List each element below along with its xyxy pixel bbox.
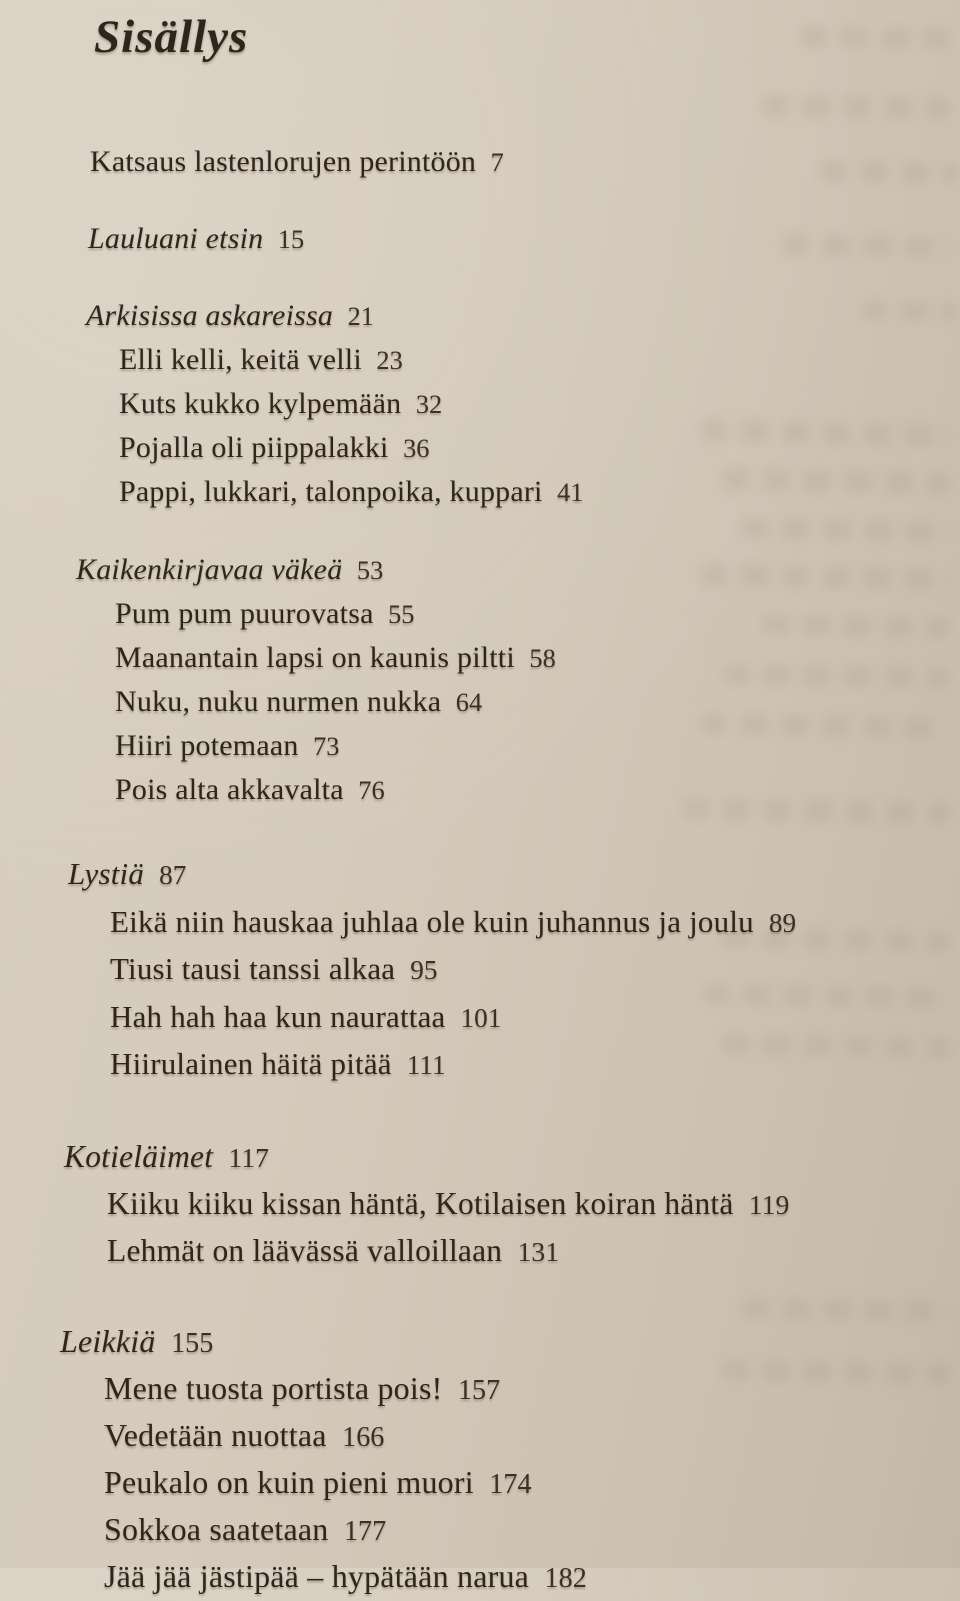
page-number: 23 (376, 345, 403, 375)
toc-entry-label: Jää jää jästipää – hypätään narua (104, 1557, 530, 1594)
toc-entry (110, 946, 960, 994)
toc-heading (64, 1134, 960, 1181)
toc-entry (119, 338, 960, 382)
page-number: 58 (529, 643, 556, 673)
toc-entry-label: Sokkoa saatetaan (104, 1510, 329, 1547)
toc-heading-label: Lystiä (68, 856, 145, 891)
toc-entry-label: Pojalla oli piippalakki (119, 431, 389, 464)
toc-entry-label: Pum pum puurovatsa (115, 597, 374, 630)
toc-entry (115, 680, 960, 724)
toc-heading-label: Kaikenkirjavaa väkeä (76, 553, 343, 586)
page-number: 119 (748, 1188, 790, 1220)
page-title: Sisällys (94, 11, 249, 63)
page-number: 7 (490, 147, 504, 177)
toc-section (86, 294, 960, 514)
toc-entry (115, 636, 960, 680)
toc-entry (115, 724, 960, 768)
toc-heading-label: Leikkiä (60, 1322, 156, 1359)
toc-entry-label: Vedetään nuottaa (104, 1416, 327, 1453)
table-of-contents (0, 140, 960, 1601)
toc-section (76, 548, 960, 812)
toc-entry (110, 1041, 960, 1089)
toc-entry-label: Lehmät on läävässä valloillaan (107, 1232, 503, 1268)
page-number: 155 (171, 1327, 214, 1359)
toc-heading-label: Katsaus lastenlorujen perintöön (90, 145, 477, 178)
toc-entry (110, 994, 960, 1042)
toc-entry (104, 1366, 960, 1413)
page-number: 182 (544, 1562, 587, 1594)
toc-section (90, 140, 960, 184)
page-number: 101 (460, 1002, 502, 1033)
toc-entry (110, 899, 960, 947)
page-number: 76 (358, 775, 385, 805)
toc-entry-label: Hiiri potemaan (115, 729, 299, 762)
page-number: 117 (228, 1141, 269, 1173)
toc-entry (115, 592, 960, 636)
toc-heading (90, 140, 960, 184)
toc-entry-label: Eikä niin hauskaa juhlaa ole kuin juhannus ja joulu (110, 903, 754, 939)
page-number: 32 (415, 389, 443, 419)
toc-heading (86, 294, 960, 338)
page-number: 174 (489, 1468, 532, 1500)
toc-section (64, 1134, 960, 1275)
page-number: 15 (277, 224, 305, 254)
page-number: 95 (410, 955, 438, 985)
page-number: 36 (403, 433, 430, 463)
page-number: 87 (159, 860, 187, 890)
toc-heading (76, 548, 960, 592)
page-number: 111 (406, 1050, 446, 1080)
toc-heading-label: Arkisissa askareissa (86, 299, 334, 332)
toc-entry-label: Hiirulainen häitä pitää (110, 1046, 392, 1081)
toc-entry-label: Peukalo on kuin pieni muori (104, 1463, 474, 1500)
toc-entry (119, 426, 960, 470)
page-number: 131 (517, 1235, 560, 1267)
toc-entry (107, 1228, 960, 1275)
page-number: 177 (343, 1515, 387, 1547)
page-number: 64 (455, 687, 483, 717)
toc-entry-label: Pois alta akkavalta (115, 773, 344, 806)
toc-entry-label: Kiiku kiiku kissan häntä, Kotilaisen koiran häntä (107, 1185, 734, 1221)
page-number: 55 (388, 599, 415, 629)
page-number: 73 (313, 731, 340, 761)
toc-entry-label: Kuts kukko kylpemään (119, 387, 402, 420)
page-number: 166 (342, 1421, 385, 1453)
toc-section (68, 851, 960, 1089)
toc-heading-label: Kotieläimet (64, 1138, 214, 1174)
page-number: 157 (457, 1374, 501, 1406)
toc-entry-label: Mene tuosta portista pois! (104, 1369, 443, 1406)
toc-entry (107, 1181, 960, 1228)
toc-entry-label: Nuku, nuku nurmen nukka (115, 685, 442, 718)
toc-entry-label: Hah hah haa kun naurattaa (110, 998, 446, 1034)
toc-entry (104, 1554, 960, 1601)
toc-section (88, 217, 960, 261)
page-number: 53 (356, 555, 384, 585)
toc-heading (68, 851, 960, 899)
toc-entry (104, 1507, 960, 1554)
toc-entry-label: Tiusi tausi tanssi alkaa (110, 951, 396, 986)
toc-entry (104, 1413, 960, 1460)
page-number: 21 (347, 301, 374, 331)
toc-entry (104, 1460, 960, 1507)
toc-section (60, 1319, 960, 1601)
toc-entry (119, 470, 960, 514)
page-number: 41 (557, 477, 584, 507)
toc-entry-label: Pappi, lukkari, talonpoika, kuppari (119, 475, 543, 508)
toc-heading (60, 1319, 960, 1366)
toc-entry (115, 768, 960, 812)
toc-heading-label: Lauluani etsin (88, 222, 264, 255)
toc-entry-label: Maanantain lapsi on kaunis piltti (115, 641, 515, 674)
toc-entry-label: Elli kelli, keitä velli (119, 343, 362, 376)
toc-heading (88, 217, 960, 261)
page-number: 89 (768, 907, 797, 938)
toc-entry (119, 382, 960, 426)
